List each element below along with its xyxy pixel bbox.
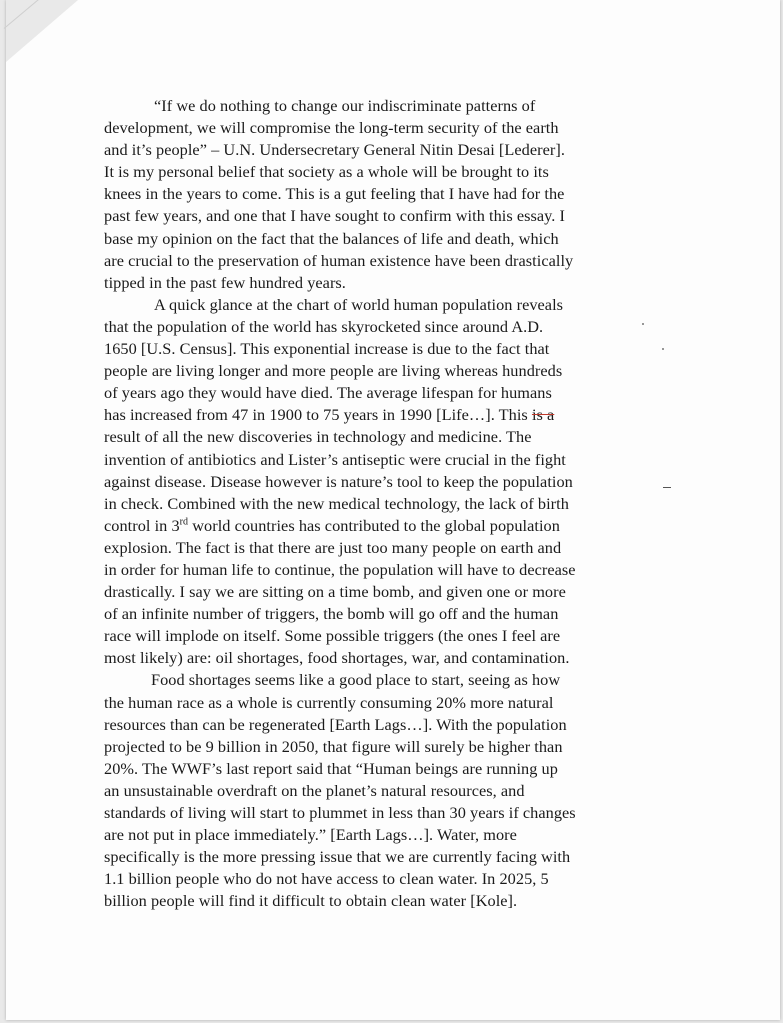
essay-line: race will implode on itself. Some possible triggers (the ones I feel are [104,626,561,646]
essay-line: explosion. The fact is that there are just too many people on earth and [104,537,562,557]
essay-line [104,404,664,426]
essay-line [104,515,664,537]
folded-corner [6,0,78,62]
essay-line: that the population of the world has skyrocketed since around A.D. [104,316,544,336]
essay-line: It is my personal belief that society as a whole will be brought to its [104,162,549,182]
essay-line: in order for human life to continue, the population will have to decrease [104,559,576,579]
paper-sheet [6,0,780,1020]
essay-line: standards of living will start to plummet in less than 30 years if changes [104,803,576,822]
essay-line: 1650 [U.S. Census]. This exponential increase is due to the fact that [104,339,550,359]
superscript: rd [179,516,189,528]
essay-line: “If we do nothing to change our indiscriminate patterns of [154,96,536,115]
essay-line: tipped in the past few hundred years. [104,272,346,292]
essay-line: resources than can be regenerated [Earth Lags…]. With the population [104,714,567,734]
essay-line: projected to be 9 billion in 2050, that figure will surely be higher than [104,736,563,756]
essay-line-text: control in 3 [104,515,180,535]
essay-line: people are living longer and more people are living whereas hundreds [104,361,563,381]
essay-line: against disease. Disease however is nature’s tool to keep the population [104,471,573,491]
essay-line: the human race as a whole is currently consuming 20% more natural [104,692,554,712]
essay-line: are not put in place immediately.” [Earth Lags…]. Water, more [104,825,517,845]
essay-line: result of all the new discoveries in technology and medicine. The [104,427,532,447]
essay-line: of an infinite number of triggers, the bomb will go off and the human [104,604,559,624]
essay-line-text: has increased from 47 in 1900 to 75 years in 1990 [Life…]. This [104,405,532,425]
essay-line: in check. Combined with the new medical technology, the lack of birth [104,493,569,513]
essay-line: A quick glance at the chart of world human population reveals [154,294,564,314]
essay-line: an unsustainable overdraft on the planet’s natural resources, and [104,780,525,800]
essay-line: base my opinion on the fact that the balances of life and death, which [104,228,559,248]
essay-line: invention of antibiotics and Lister’s antiseptic were crucial in the fight [104,449,566,469]
struck-out-text: is a [531,405,555,425]
essay-line: 1.1 billion people who do not have access to clean water. In 2025, 5 [104,869,549,889]
essay-line: are crucial to the preservation of human existence have been drastically [104,250,574,270]
essay-line: Food shortages seems like a good place to start, seeing as how [151,670,561,690]
essay-line: specifically is the more pressing issue that we are currently facing with [104,847,571,867]
essay-line-text: world countries has contributed to the global population [188,515,560,535]
pen-mark [663,487,671,488]
essay-body [104,95,664,912]
essay-line: of years ago they would have died. The average lifespan for humans [104,383,552,403]
stray-dot [662,348,664,350]
stray-dot [642,323,644,325]
essay-line: billion people will find it difficult to obtain clean water [Kole]. [104,891,518,911]
essay-line: knees in the years to come. This is a gut feeling that I have had for the [104,184,565,204]
essay-line: past few years, and one that I have sought to confirm with this essay. I [104,206,566,226]
essay-line: and it’s people” – U.N. Undersecretary General Nitin Desai [Lederer]. [104,140,565,160]
essay-line: development, we will compromise the long-term security of the earth [104,118,559,138]
essay-line: 20%. The WWF’s last report said that “Human beings are running up [104,758,558,778]
essay-line: most likely) are: oil shortages, food shortages, war, and contamination. [104,648,570,668]
essay-line: drastically. I say we are sitting on a time bomb, and given one or more [104,582,566,602]
